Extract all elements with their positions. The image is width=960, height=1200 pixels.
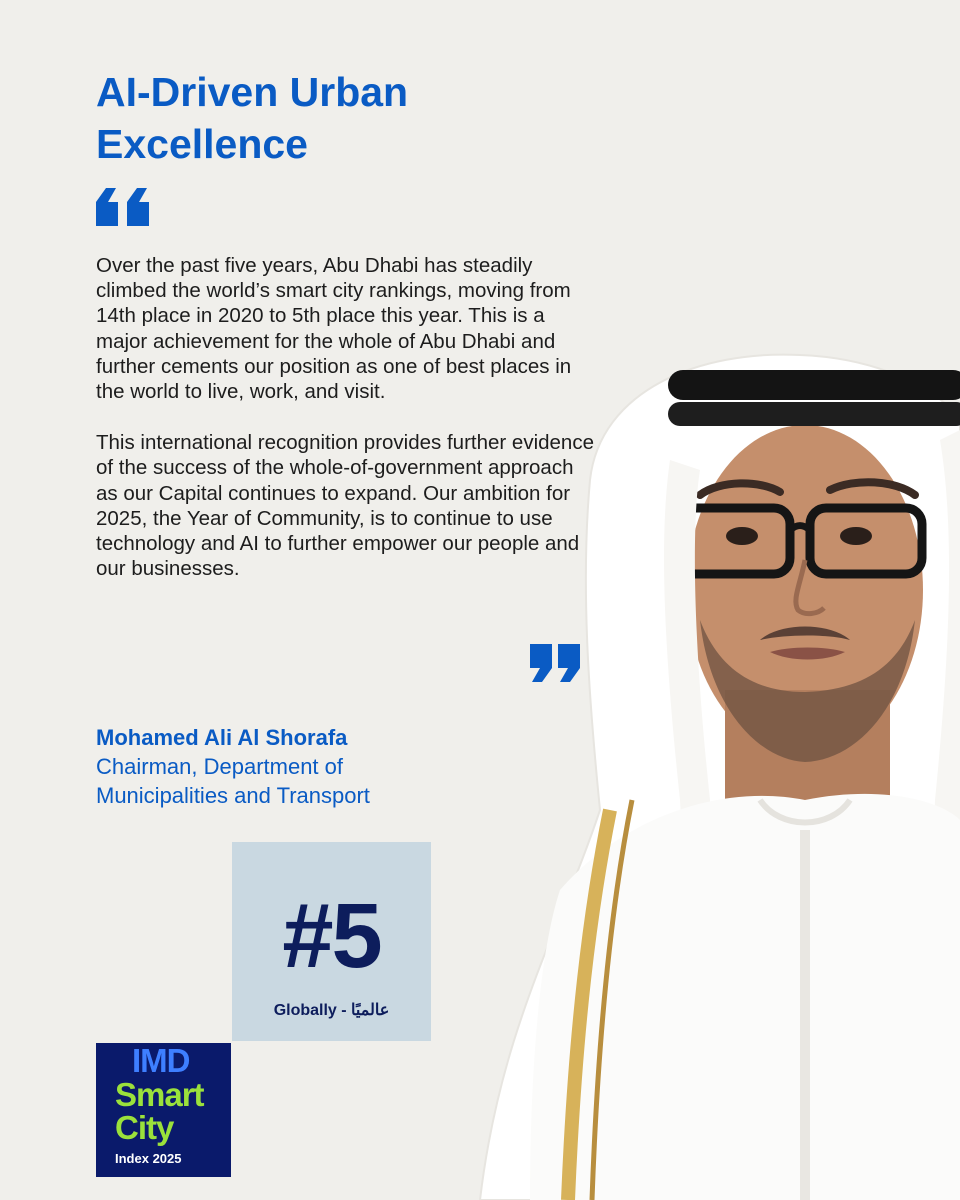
portrait-image <box>400 330 960 1200</box>
logo-smart: Smart <box>115 1076 204 1113</box>
speaker-role: Chairman, Department of Municipalities and Transport <box>96 754 370 808</box>
logo-imd: IMD <box>132 1042 190 1079</box>
page-title: AI-Driven Urban Excellence <box>96 69 409 167</box>
rank-subtitle: Globally - عالميًا <box>273 1002 390 1019</box>
quote-paragraph: Over the past five years, Abu Dhabi has steadily climbed the world’s smart city rankings, moving from 14th place in 2020 to 5th place this year. This is a major achievement for the whole of Abu Dhabi and further cements our position as one of best places in the world to live, work, and visit. <box>96 254 572 404</box>
rank-value: #5 <box>282 885 381 987</box>
logo-index-year: Index 2025 <box>115 1151 182 1166</box>
speaker-name: Mohamed Ali Al Shorafa <box>96 725 348 750</box>
imd-smart-city-logo <box>96 1043 231 1177</box>
quote-paragraph: This international recognition provides further evidence of the success of the whole-of-government approach as our Capital continues to expand. Our ambition for 2025, the Year of Community, is to continue to use technology and AI to further empower our people and our businesses. <box>96 431 594 581</box>
logo-city: City <box>115 1109 174 1146</box>
open-quote-icon <box>96 188 152 226</box>
rank-badge <box>232 842 431 1041</box>
